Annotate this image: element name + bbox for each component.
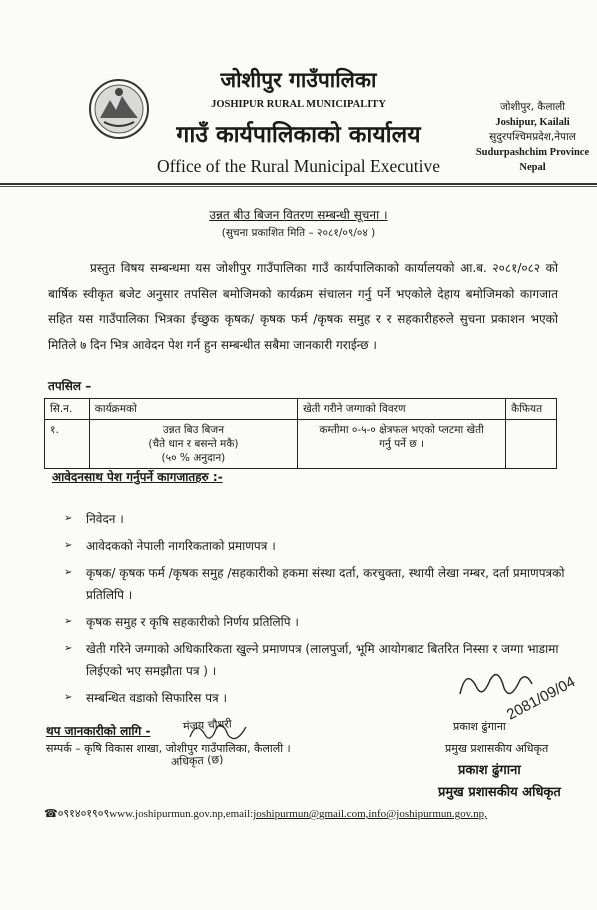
- table-header: खेती गरीने जग्गाको विवरण: [298, 399, 506, 420]
- table-row: [45, 420, 557, 469]
- stamp-line: अधिकृत (छ): [170, 752, 224, 769]
- officer-stamp: [438, 760, 561, 804]
- notice-body: प्रस्तुत विषय सम्बन्धमा यस जोशीपुर गाउँपालिका गाउँ कार्यपालिकाको कार्यालयको आ.ब. २०८१/०८२ को बार्षिक स्वीकृत बजेट अनुसार तपसिल बमोजिमको कार्यक्रम संचालन गर्नु पर्ने भएकोले देहाय बमोजिमको कागजात सहित यस गाउँपालिका भित्रका ईच्छुक कृषक/ कृषक फर्म /कृषक समुह र र सहकारीहरुले सुचना प्रकाशन भएको मितिले ७ दिन भित्र आवेदन पेश गर्न हुन सम्बन्धीत सबैमा जानकारी गराईन्छ ।: [48, 261, 558, 352]
- table-header: कैफियत: [506, 399, 557, 420]
- email-link[interactable]: joshipurmun@gmail.com,info@joshipurmun.gov.np,: [253, 808, 487, 820]
- arrow-bullet-icon: ➢: [64, 540, 73, 551]
- table-header-row: [45, 399, 557, 420]
- table-header: सि.न.: [45, 399, 90, 420]
- municipality-title-english: JOSHIPUR RURAL MUNICIPALITY: [211, 99, 386, 110]
- list-item: ➢ कृषक/ कृषक फर्म /कृषक समुह /सहकारीको हकमा संस्था दर्ता, करचुक्ता, स्थायी लेखा नम्बर, दर्ता प्रमाणपत्रको प्रतिलिपि ।: [60, 562, 565, 606]
- address-line: जोशीपुर, कैलाली: [499, 101, 566, 113]
- documents-heading: आवेदनसाथ पेश गर्नुपर्ने कागजातहरु :-: [52, 470, 223, 484]
- arrow-bullet-icon: ➢: [64, 616, 73, 627]
- address-line: Sudurpashchim Province: [475, 147, 590, 158]
- details-label: तपसिल –: [48, 379, 92, 393]
- signatory-designation: प्रमुख प्रशासकीय अधिकृत: [445, 742, 549, 755]
- list-item: ➢ खेती गरिने जग्गाको अधिकारिकता खुल्ने प्रमाणपत्र (लालपुर्जा, भूमि आयोगबाट बितरित निस्सा र जग्गा भाडामा लिईएको भए समझौता पत्र ) ।: [60, 638, 565, 682]
- table-cell-remarks: [506, 420, 557, 469]
- header-divider: [0, 183, 597, 185]
- address-line: Nepal: [519, 162, 546, 173]
- address-line: Joshipur, Kailali: [495, 117, 570, 128]
- signatory-name: प्रकाश ढुंगाना: [453, 720, 506, 733]
- published-date: (सुचना प्रकाशित मिति – २०८१/०९/०४ ): [221, 227, 376, 239]
- notice-subject: उन्नत बीउ बिजन वितरण सम्बन्धी सूचना ।: [209, 208, 388, 222]
- contact-line: सम्पर्क – कृषि विकास शाखा, जोशीपुर गाउँपालिका, कैलाली ।: [46, 742, 291, 755]
- list-item: ➢ सम्बन्धित वडाको सिफारिस पत्र ।: [60, 687, 565, 709]
- arrow-bullet-icon: ➢: [64, 643, 73, 654]
- arrow-bullet-icon: ➢: [64, 567, 73, 578]
- land-line: कम्तीमा ०-५-० क्षेत्रफल भएको प्लटमा खेती: [319, 424, 484, 436]
- phone-icon: ☎: [44, 808, 58, 820]
- office-title-english: Office of the Rural Municipal Executive: [157, 156, 440, 176]
- signature-date: 2081/09/04: [503, 673, 579, 724]
- program-line: (५० % अनुदान): [161, 452, 226, 464]
- list-item: ➢ आवेदकको नेपाली नागरिकताको प्रमाणपत्र ।: [60, 535, 565, 557]
- office-title-nepali: गाउँ कार्यपालिकाको कार्यालय: [176, 122, 421, 148]
- phone-number: ०९१४०१९०९: [57, 808, 110, 820]
- arrow-bullet-icon: ➢: [64, 692, 73, 703]
- table-header: कार्यक्रमको: [89, 399, 297, 420]
- list-item: ➢ कृषक समुह र कृषि सहकारीको निर्णय प्रतिलिपि ।: [60, 611, 565, 633]
- table-cell-program: [89, 420, 297, 469]
- program-line: (चैते धान र बसन्ते मकै): [148, 438, 239, 450]
- program-table: [44, 398, 557, 469]
- land-line: गर्नु पर्ने छ ।: [379, 438, 425, 450]
- table-cell-sn: १.: [45, 420, 90, 469]
- officer-stamp: [169, 716, 234, 769]
- header-divider: [0, 186, 597, 187]
- more-info-heading: थप जानकारीको लागि -: [46, 724, 151, 738]
- table-cell-land: [298, 420, 506, 469]
- footer-text: www.joshipurmun.gov.np,email:: [109, 808, 254, 820]
- stamp-line: प्रमुख प्रशासकीय अधिकृत: [438, 785, 561, 800]
- stamp-line: प्रकाश ढुंगाना: [458, 763, 521, 778]
- address-block: [470, 100, 595, 175]
- signatory-block: [445, 715, 548, 761]
- address-line: सुदुरपश्चिमप्रदेश,नेपाल: [489, 131, 576, 143]
- municipality-title-nepali: जोशीपुर गाउँपालिका: [220, 68, 377, 92]
- list-item: ➢ निवेदन ।: [60, 508, 565, 530]
- program-line: उन्नत बिउ बिजन: [162, 424, 225, 436]
- stamp-line: मंजय चौधरी: [182, 717, 232, 733]
- footer-contact: [44, 806, 487, 821]
- arrow-bullet-icon: ➢: [64, 513, 73, 524]
